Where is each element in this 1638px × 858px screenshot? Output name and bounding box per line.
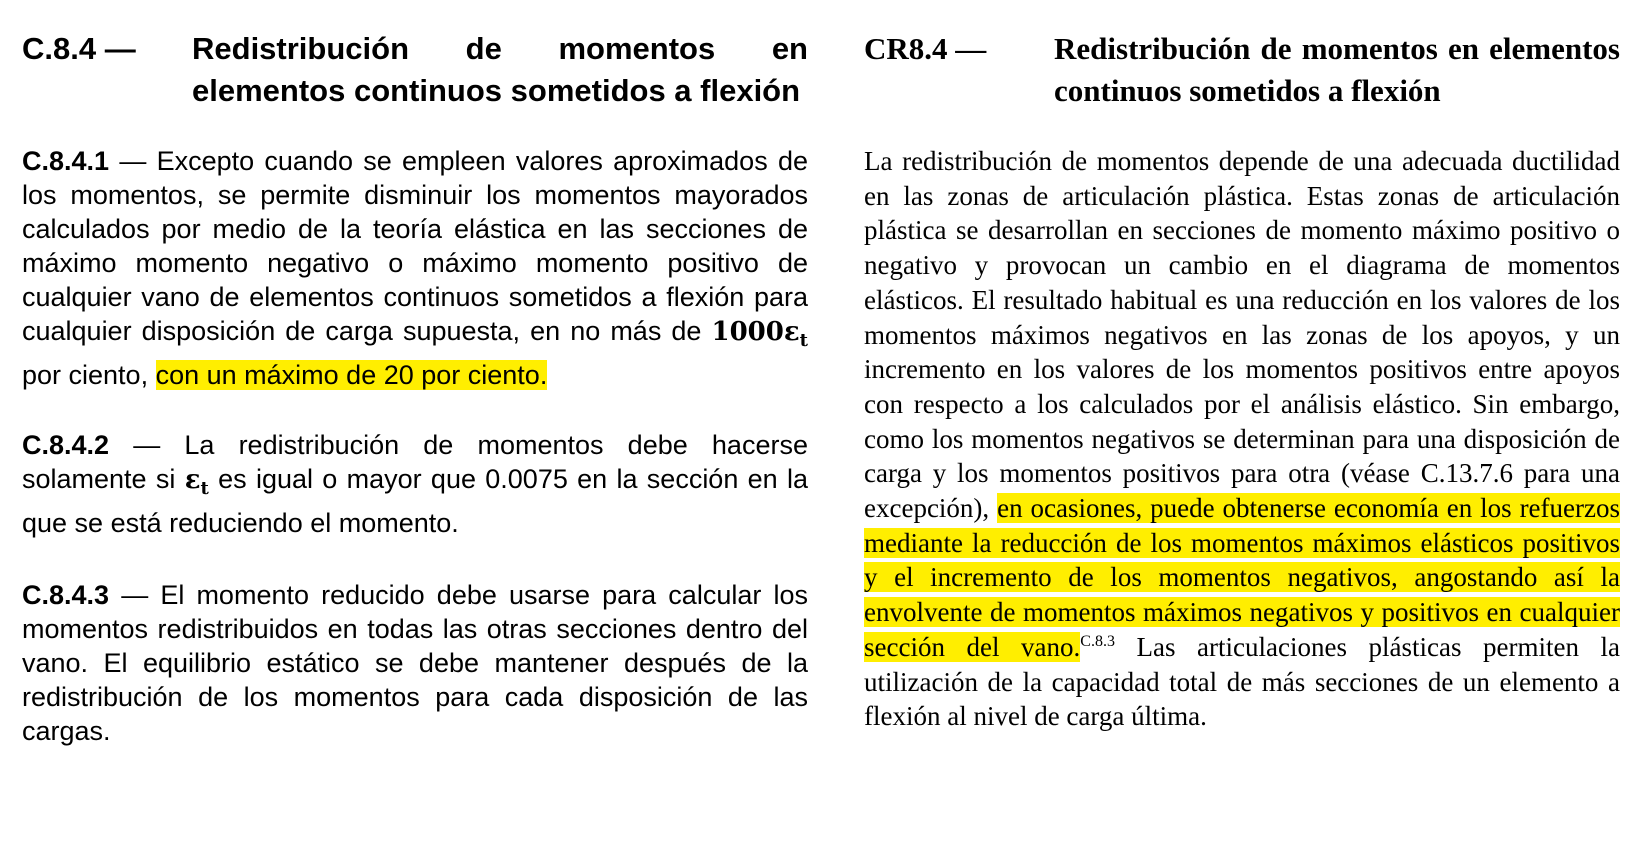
math-expression: $1000\varepsilon_t$ [711, 317, 808, 352]
paragraph-c842: C.8.4.2 — La redistribución de momentos debe hacerse solamente si $\varepsilon_t$ es igual o mayor que 0.0075 en la sección en la que se está reduciendo el momento. [22, 430, 808, 539]
math-expression: $\varepsilon_t$ [184, 465, 209, 500]
highlighted-text: en ocasiones, puede obtenerse economía en los refuerzos mediante la reducción de los momentos máximos elásticos positivos y el incremento de los momentos negativos, angostando así la envolvente de momentos máximos negativos y positivos en cualquier sección del vano. [864, 493, 1620, 662]
paragraph-text: La redistribución de momentos debe hacerse solamente si [22, 430, 808, 495]
right-column [864, 28, 1620, 734]
paragraph-text: La redistribución de momentos depende de una adecuada ductilidad en las zonas de articulación plástica. Estas zonas de articulación plástica se desarrollan en secciones de momento máximo positivo o negativo y provocan un cambio en el diagrama de momentos elásticos. El resultado habitual es una reducción en los valores de los momentos máximos negativos en las zonas de los apoyos, y un incremento en los valores de los momentos positivos entre apoyos con respecto a los calculados por el análisis elástico. Sin embargo, como los momentos negativos se determinan para una disposición de carga y los momentos positivos para otra (véase C.13.7.6 para una excepción), [864, 146, 1620, 524]
heading-number: CR8.4 — [864, 31, 987, 66]
section-heading-cr84 [864, 28, 1620, 112]
commentary-paragraph: La redistribución de momentos depende de una adecuada ductilidad en las zonas de articulación plástica. Estas zonas de articulación plástica se desarrollan en secciones de momento máximo positivo o negativo y provocan un cambio en el diagrama de momentos elásticos. El resultado habitual es una reducción en los valores de los momentos máximos negativos en las zonas de los apoyos, y un incremento en los valores de los momentos positivos entre apoyos con respecto a los calculados por el análisis elástico. Sin embargo, como los momentos negativos se determinan para una disposición de carga y los momentos positivos para otra (véase C.13.7.6 para una excepción), en ocasiones, puede obtenerse economía en los refuerzos mediante la reducción de los momentos máximos elásticos positivos y el incremento de los momentos negativos, angostando así la envolvente de momentos máximos negativos y positivos en cualquier sección del vano.$^{C.8.3}$ Las articulaciones plásticas permiten la utilización de la capacidad total de más secciones de un elemento a flexión al nivel de carga última. [864, 146, 1621, 732]
paragraph-c843: C.8.4.3 — El momento reducido debe usarse para calcular los momentos redistribuidos en todas las otras secciones dentro del vano. El equilibrio estático se debe mantener después de la redistribución de los momentos para cada disposición de las cargas. [22, 580, 808, 747]
paragraph-number: C.8.4.2 [22, 430, 110, 461]
reference-superscript: C.8.3 [1080, 632, 1115, 650]
paragraph-c841: C.8.4.1 — Excepto cuando se empleen valores aproximados de los momentos, se permite disminuir los momentos mayorados calculados por medio de la teoría elástica en las secciones de máximo momento negativo o máximo momento positivo de cualquier vano de elementos continuos sometidos a flexión para cualquier disposición de carga supuesta, en no más de $1000\varepsilon_t$ por ciento, con un máximo de 20 por ciento. [22, 146, 808, 391]
paragraph-number: C.8.4.3 [22, 580, 110, 611]
left-column [22, 28, 808, 748]
highlighted-text: con un máximo de 20 por ciento. [155, 360, 548, 391]
paragraph-number: C.8.4.1 [22, 146, 110, 176]
section-heading-c84 [22, 28, 808, 112]
heading-title: Redistribución de momentos en elementos continuos sometidos a flexión [1054, 31, 1620, 108]
paragraph-text: Excepto cuando se empleen valores aproximados de los momentos, se permite disminuir los momentos mayorados calculados por medio de la teoría elástica en las secciones de máximo momento negativo o máximo momento positivo de cualquier vano de elementos continuos sometidos a flexión para cualquier disposición de carga supuesta, en no más de [22, 146, 808, 346]
heading-number: C.8.4 — [22, 31, 136, 66]
heading-title: Redistribución de momentos en elementos continuos sometidos a flexión [192, 31, 808, 108]
paragraph-text: El momento reducido debe usarse para calcular los momentos redistribuidos en todas las otras secciones dentro del vano. El equilibrio estático se debe mantener después de la redistribución de los momentos para cada disposición de las cargas. [22, 580, 808, 747]
